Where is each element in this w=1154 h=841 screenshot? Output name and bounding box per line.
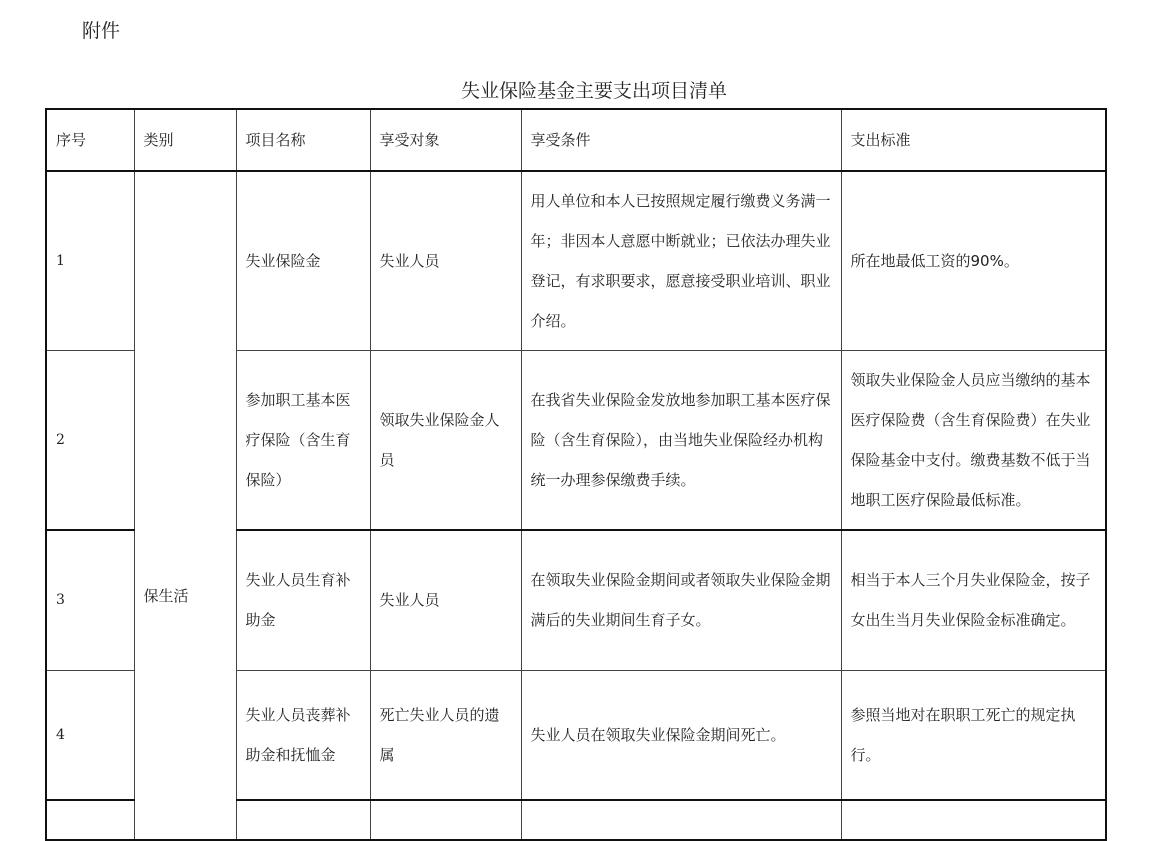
header-beneficiary: 享受对象 <box>370 109 521 171</box>
item-name-empty <box>236 800 370 840</box>
beneficiary-empty <box>370 800 521 840</box>
header-condition: 享受条件 <box>521 109 841 171</box>
expenditure-table <box>45 108 1107 841</box>
beneficiary: 失业人员 <box>370 530 521 670</box>
row-index: 4 <box>46 670 134 800</box>
attachment-label: 附件 <box>82 20 121 42</box>
document-title: 失业保险基金主要支出项目清单 <box>460 80 727 102</box>
beneficiary: 领取失业保险金人员 <box>370 350 521 530</box>
condition: 在领取失业保险金期间或者领取失业保险金期满后的失业期间生育子女。 <box>521 530 841 670</box>
beneficiary: 失业人员 <box>370 171 521 350</box>
beneficiary: 死亡失业人员的遗属 <box>370 670 521 800</box>
header-category: 类别 <box>134 109 236 171</box>
item-name: 失业人员丧葬补助金和抚恤金 <box>236 670 370 800</box>
item-name: 失业人员生育补助金 <box>236 530 370 670</box>
table-row <box>46 171 1106 350</box>
standard: 相当于本人三个月失业保险金，按子女出生当月失业保险金标准确定。 <box>841 530 1106 670</box>
standard: 领取失业保险金人员应当缴纳的基本医疗保险费（含生育保险费）在失业保险基金中支付。缴费基数不低于当地职工医疗保险最低标准。 <box>841 350 1106 530</box>
condition: 用人单位和本人已按照规定履行缴费义务满一年；非因本人意愿中断就业；已依法办理失业登记，有求职要求，愿意接受职业培训、职业介绍。 <box>521 171 841 350</box>
row-index-empty <box>46 800 134 840</box>
condition: 在我省失业保险金发放地参加职工基本医疗保险（含生育保险），由当地失业保险经办机构统一办理参保缴费手续。 <box>521 350 841 530</box>
header-index: 序号 <box>46 109 134 171</box>
row-index: 1 <box>46 171 134 350</box>
item-name: 参加职工基本医疗保险（含生育保险） <box>236 350 370 530</box>
header-standard: 支出标准 <box>841 109 1106 171</box>
condition: 失业人员在领取失业保险金期间死亡。 <box>521 670 841 800</box>
condition-empty <box>521 800 841 840</box>
item-name: 失业保险金 <box>236 171 370 350</box>
row-index: 2 <box>46 350 134 530</box>
standard-empty <box>841 800 1106 840</box>
standard: 所在地最低工资的90%。 <box>841 171 1106 350</box>
row-index: 3 <box>46 530 134 670</box>
header-item-name: 项目名称 <box>236 109 370 171</box>
table-header-row <box>46 109 1106 171</box>
category-cell: 保生活 <box>134 171 236 840</box>
standard: 参照当地对在职职工死亡的规定执行。 <box>841 670 1106 800</box>
